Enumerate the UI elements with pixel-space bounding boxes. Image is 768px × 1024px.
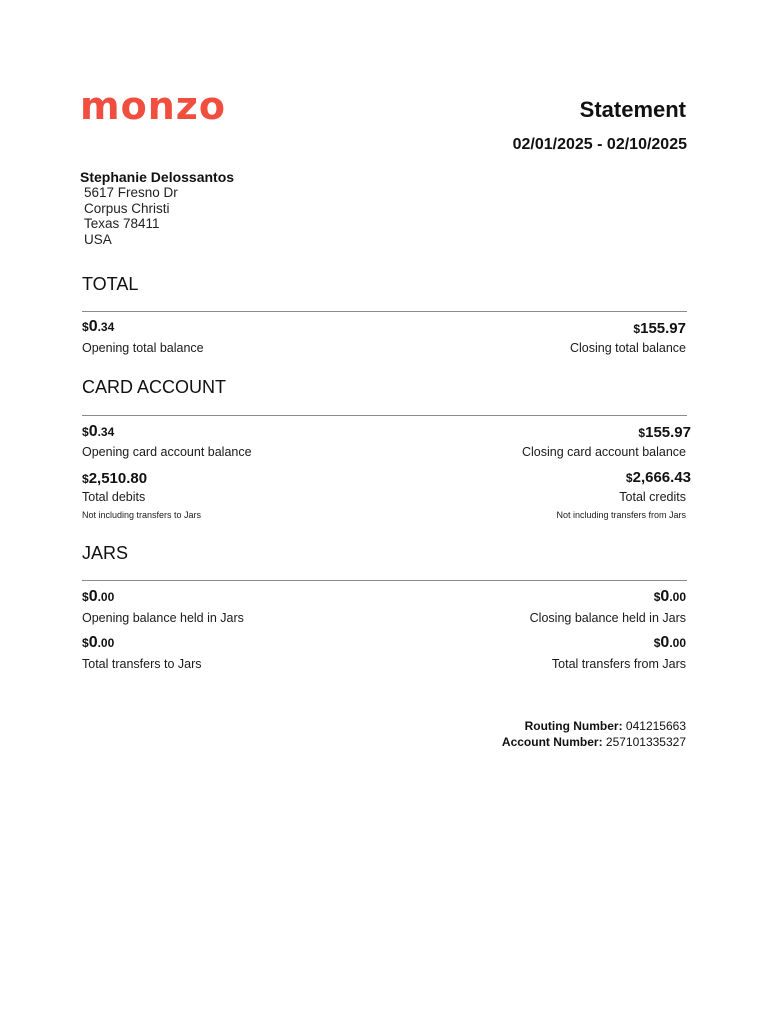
- account-number: Account Number: 257101335327: [501, 735, 686, 749]
- routing-number: Routing Number: 041215663: [524, 719, 686, 733]
- section-jars-heading: JARS: [82, 543, 129, 563]
- address-line-4: USA: [84, 232, 112, 247]
- total-debits-amount: $2,510.80: [82, 470, 148, 487]
- opening-jars-amount: $0.00: [82, 588, 115, 605]
- opening-card-amount: $0.34: [82, 423, 115, 440]
- customer-name: Stephanie Delossantos: [80, 169, 235, 185]
- address-line-3: Texas 78411: [84, 216, 160, 231]
- closing-jars-label: Closing balance held in Jars: [529, 611, 686, 625]
- total-debits-label: Total debits: [82, 490, 146, 504]
- divider: [82, 415, 687, 416]
- opening-total-amount: $0.34: [82, 318, 115, 335]
- opening-card-label: Opening card account balance: [82, 445, 252, 459]
- closing-jars-amount: $0.00: [653, 588, 686, 605]
- transfers-from-jars-amount: $0.00: [653, 634, 686, 651]
- address-line-2: Corpus Christi: [84, 201, 170, 216]
- transfers-to-jars-amount: $0.00: [82, 634, 115, 651]
- transfers-from-jars-label: Total transfers from Jars: [551, 657, 686, 671]
- opening-total-label: Opening total balance: [82, 341, 204, 355]
- divider: [82, 311, 687, 312]
- section-card-account-heading: CARD ACCOUNT: [82, 377, 227, 397]
- total-credits-label: Total credits: [619, 490, 686, 504]
- transfers-to-jars-label: Total transfers to Jars: [82, 657, 202, 671]
- closing-card-label: Closing card account balance: [522, 445, 686, 459]
- credits-note: Not including transfers from Jars: [556, 510, 686, 520]
- closing-total-label: Closing total balance: [569, 341, 686, 355]
- monzo-logo: monzo: [80, 84, 226, 128]
- opening-jars-label: Opening balance held in Jars: [82, 611, 244, 625]
- divider: [82, 580, 687, 581]
- statement-title: Statement: [579, 97, 686, 122]
- section-total-heading: TOTAL: [82, 274, 139, 294]
- closing-card-amount: $155.97: [638, 424, 691, 441]
- debits-note: Not including transfers to Jars: [82, 510, 202, 520]
- statement-period: 02/01/2025 - 02/10/2025: [512, 136, 687, 153]
- closing-total-amount: $155.97: [633, 320, 686, 337]
- address-line-1: 5617 Fresno Dr: [84, 185, 178, 200]
- total-credits-amount: $2,666.43: [625, 469, 691, 486]
